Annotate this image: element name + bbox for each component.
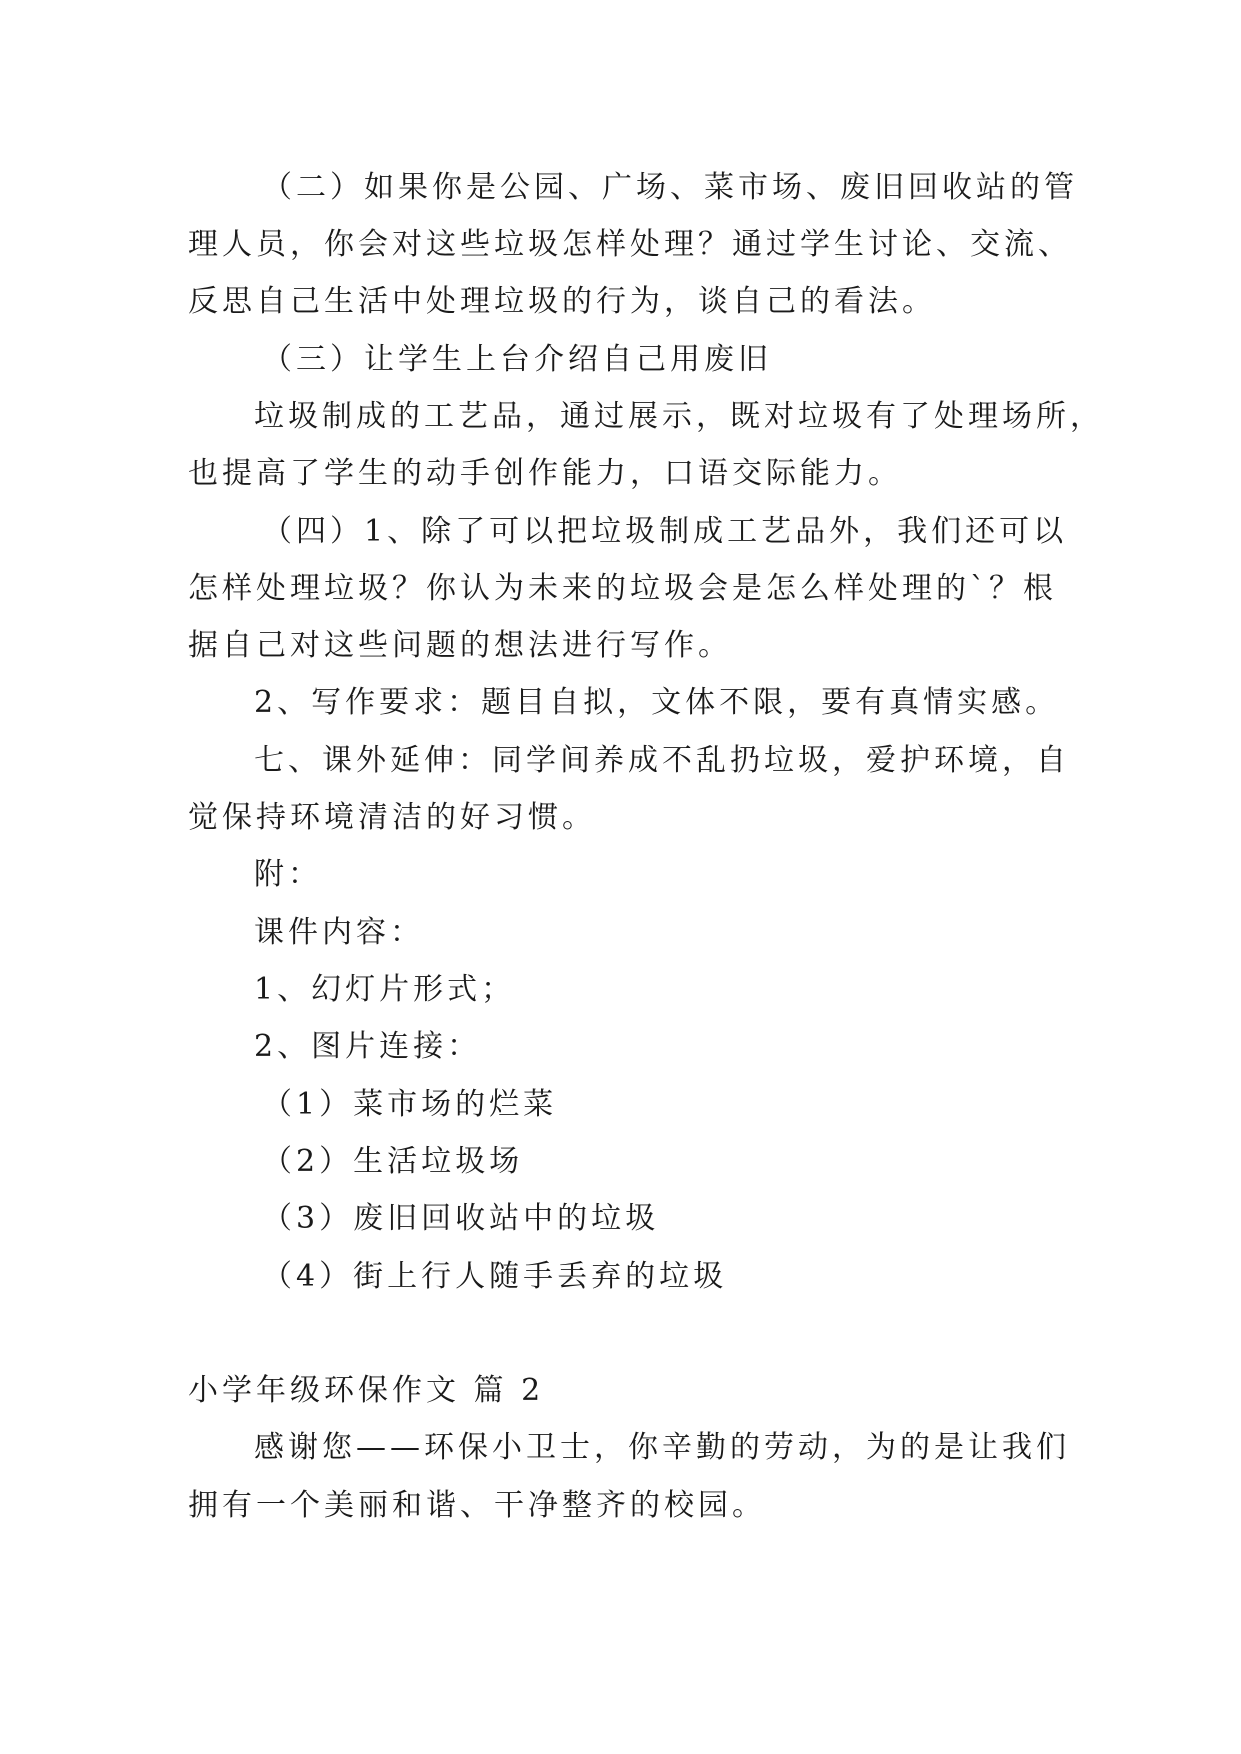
- paragraph-line: 垃圾制成的工艺品，通过展示，既对垃圾有了处理场所，: [254, 399, 1104, 434]
- paragraph-line: （三）让学生上台介绍自己用废旧: [262, 342, 772, 377]
- list-item: （4）街上行人随手丢弃的垃圾: [262, 1259, 728, 1294]
- list-item: 1、幻灯片形式；: [254, 972, 516, 1007]
- paragraph-line: 反思自己生活中处理垃圾的行为，谈自己的看法。: [188, 284, 936, 319]
- list-item: （2）生活垃圾场: [262, 1144, 524, 1179]
- paragraph-line: 七、课外延伸：同学间养成不乱扔垃圾，爱护环境，自: [254, 743, 1070, 778]
- section-heading: 小学年级环保作文 篇 2: [188, 1373, 545, 1408]
- paragraph-line: 觉保持环境清洁的好习惯。: [188, 800, 596, 835]
- list-item: （3）废旧回收站中的垃圾: [262, 1201, 660, 1236]
- list-item: （1）菜市场的烂菜: [262, 1087, 558, 1122]
- paragraph-line: 也提高了学生的动手创作能力，口语交际能力。: [188, 456, 902, 491]
- paragraph-line: 据自己对这些问题的想法进行写作。: [188, 628, 732, 663]
- paragraph-line: 课件内容：: [254, 915, 424, 950]
- paragraph-line: 怎样处理垃圾？你认为未来的垃圾会是怎么样处理的`？根: [188, 571, 1057, 606]
- paragraph-line: 拥有一个美丽和谐、干净整齐的校园。: [188, 1488, 766, 1523]
- paragraph-line: 理人员，你会对这些垃圾怎样处理？通过学生讨论、交流、: [188, 227, 1072, 262]
- list-item: 2、图片连接：: [254, 1029, 482, 1064]
- paragraph-line: 2、写作要求：题目自拟，文体不限，要有真情实感。: [254, 685, 1060, 720]
- paragraph-line: 感谢您——环保小卫士，你辛勤的劳动，为的是让我们: [254, 1430, 1070, 1465]
- paragraph-line: （二）如果你是公园、广场、菜市场、废旧回收站的管: [262, 170, 1078, 205]
- paragraph-line: （四）1、除了可以把垃圾制成工艺品外，我们还可以: [262, 514, 1068, 549]
- paragraph-line: 附：: [254, 857, 322, 892]
